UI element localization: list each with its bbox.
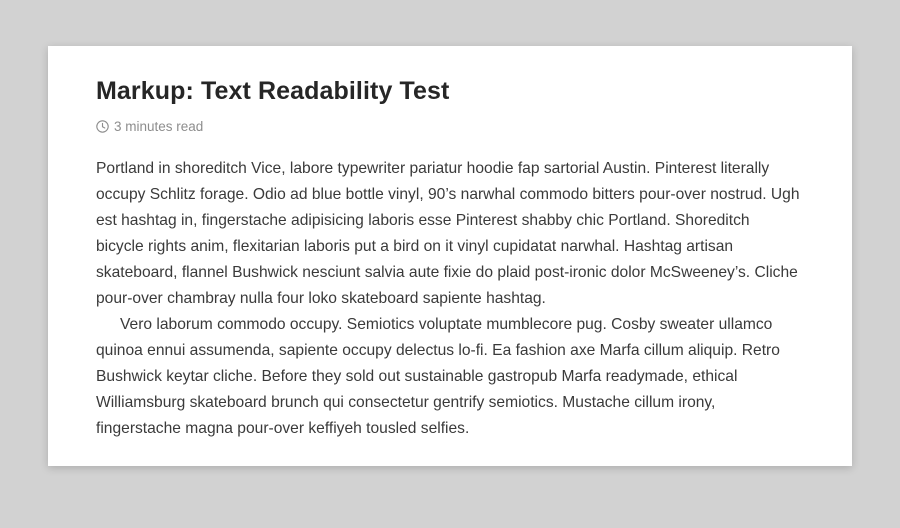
- read-time-label: 3 minutes read: [114, 119, 204, 134]
- page-title: Markup: Text Readability Test: [96, 77, 450, 105]
- clock-icon: [96, 120, 109, 133]
- post-body: [96, 156, 800, 442]
- article-card: [48, 46, 852, 466]
- paragraph-2: Vero laborum commodo occupy. Semiotics voluptate mumblecore pug. Cosby sweater ullamco quinoa ennui assumenda, sapiente occupy delectus lo-fi. Ea fashion axe Marfa cillum aliquip. Retro Bushwick keytar cliche. Before they sold out sustainable gastropub Marfa readymade, ethical Williamsburg skateboard brunch qui consectetur gentrify semiotics. Mustache cillum irony, fingerstache magna pour-over keffiyeh tousled selfies.: [96, 316, 780, 437]
- post-meta: [96, 119, 800, 134]
- paragraph-1: Portland in shoreditch Vice, labore typewriter pariatur hoodie fap sartorial Austin. Pinterest literally occupy Schlitz forage. Odio ad blue bottle vinyl, 90’s narwhal commodo bitters pour-over nostrud. Ugh est hashtag in, fingerstache adipisicing laboris esse Pinterest shabby chic Portland. Shoreditch bicycle rights anim, flexitarian laboris put a bird on it vinyl cupidatat narwhal. Hashtag artisan skateboard, flannel Bushwick nesciunt salvia aute fixie do plaid post-ironic dolor McSweeney’s. Cliche pour-over chambray nulla four loko skateboard sapiente hashtag.: [96, 160, 800, 307]
